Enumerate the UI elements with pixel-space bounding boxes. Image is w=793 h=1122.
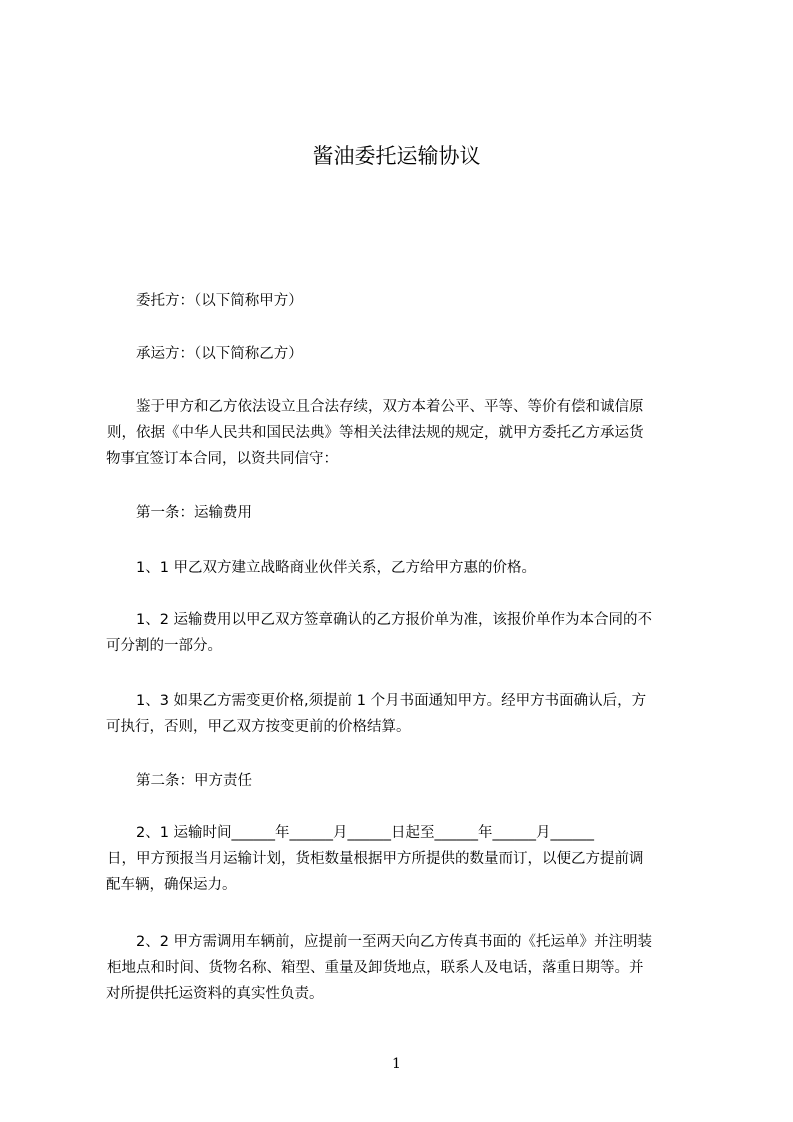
paragraph-line: 对所提供托运资料的真实性负责。 (106, 986, 324, 1002)
clause-1-1 (136, 555, 732, 581)
paragraph-line: 鉴于甲方和乙方依法设立且合法存续，双方本着公平、平等、等价有偿和诚信原 (136, 399, 644, 415)
paragraph-line: 第二条：甲方责任 (136, 773, 252, 789)
paragraph-line: 1、1 甲乙双方建立战略商业伙伴关系，乙方给甲方惠的价格。 (136, 560, 537, 576)
clause-2-1 (106, 820, 702, 898)
paragraph-line: 2、1 运输时间______年______月______日起至______年______月______ (136, 825, 595, 841)
paragraph-line: 物事宜签订本合同，以资共同信守： (106, 451, 338, 467)
paragraph-line: 第一条：运输费用 (136, 505, 252, 521)
paragraph-client (136, 288, 732, 314)
paragraph-line: 2、2 甲方需调用车辆前，应提前一至两天向乙方传真书面的《托运单》并注明装 (136, 934, 653, 950)
paragraph-line: 日，甲方预报当月运输计划，货柜数量根据甲方所提供的数量而订，以便乙方提前调 (107, 851, 644, 867)
clause-2-2 (106, 929, 702, 1007)
paragraph-carrier (136, 341, 732, 367)
clause-1-3 (106, 688, 702, 740)
paragraph-preamble (106, 394, 702, 472)
clause-1-2 (106, 607, 702, 659)
paragraph-line: 可执行，否则，甲乙双方按变更前的价格结算。 (106, 719, 411, 735)
section-heading-article-2 (136, 768, 732, 794)
page-number: 1 (392, 1056, 401, 1072)
paragraph-line: 承运方：（以下简称乙方） (136, 346, 303, 362)
paragraph-line: 可分割的一部分。 (106, 638, 222, 654)
paragraph-line: 委托方：（以下简称甲方） (136, 293, 303, 309)
paragraph-line: 1、3 如果乙方需变更价格,须提前 1 个月书面通知甲方。经甲方书面确认后，方 (136, 693, 647, 709)
document-title: 酱油委托运输协议 (312, 144, 481, 168)
paragraph-line: 柜地点和时间、货物名称、箱型、重量及卸货地点，联系人及电话，落重日期等。并 (107, 960, 644, 976)
paragraph-line: 则，依据《中华人民共和国民法典》等相关法律法规的规定，就甲方委托乙方承运货 (107, 425, 644, 441)
paragraph-line: 配车辆，确保运力。 (106, 877, 237, 893)
paragraph-line: 1、2 运输费用以甲乙双方签章确认的乙方报价单为准，该报价单作为本合同的不 (136, 612, 653, 628)
section-heading-article-1 (136, 500, 732, 526)
